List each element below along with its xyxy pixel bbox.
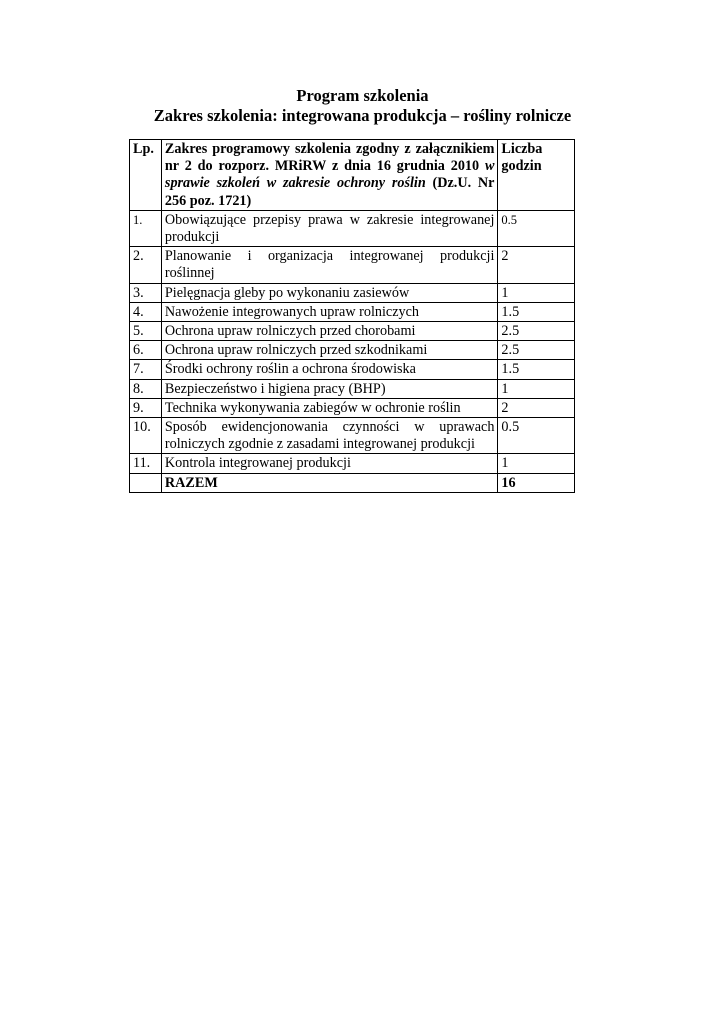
row-scope: Technika wykonywania zabiegów w ochronie roślin bbox=[161, 398, 498, 417]
row-hours: 2 bbox=[498, 398, 575, 417]
row-hours: 0.5 bbox=[498, 210, 575, 246]
table-row bbox=[130, 418, 575, 454]
total-lp bbox=[130, 473, 162, 492]
document-subtitle: Zakres szkolenia: integrowana produkcja – rośliny rolnicze bbox=[153, 106, 572, 125]
table-row bbox=[130, 210, 575, 246]
total-row bbox=[130, 473, 575, 492]
table-row bbox=[130, 322, 575, 341]
row-hours: 2.5 bbox=[498, 341, 575, 360]
title-block bbox=[0, 86, 725, 126]
header-scope bbox=[161, 140, 498, 211]
row-scope: Ochrona upraw rolniczych przed szkodnikami bbox=[161, 341, 498, 360]
table-row bbox=[130, 283, 575, 302]
table-row bbox=[130, 454, 575, 473]
row-scope: Kontrola integrowanej produkcji bbox=[161, 454, 498, 473]
row-lp: 9. bbox=[130, 398, 162, 417]
row-lp: 5. bbox=[130, 322, 162, 341]
row-lp: 1. bbox=[130, 210, 162, 246]
row-scope: Ochrona upraw rolniczych przed chorobami bbox=[161, 322, 498, 341]
training-program-table bbox=[129, 139, 575, 493]
row-lp: 7. bbox=[130, 360, 162, 379]
row-hours: 0.5 bbox=[498, 418, 575, 454]
table-row bbox=[130, 247, 575, 283]
document-title: Program szkolenia bbox=[296, 86, 429, 105]
header-lp: Lp. bbox=[130, 140, 162, 211]
table-row bbox=[130, 302, 575, 321]
row-scope: Bezpieczeństwo i higiena pracy (BHP) bbox=[161, 379, 498, 398]
row-hours: 1 bbox=[498, 283, 575, 302]
row-scope: Obowiązujące przepisy prawa w zakresie integrowanej produkcji bbox=[161, 210, 498, 246]
row-lp: 3. bbox=[130, 283, 162, 302]
table-header-row bbox=[130, 140, 575, 211]
table-row bbox=[130, 379, 575, 398]
row-hours: 1.5 bbox=[498, 360, 575, 379]
total-label: RAZEM bbox=[161, 473, 498, 492]
table-row bbox=[130, 360, 575, 379]
row-hours: 1.5 bbox=[498, 302, 575, 321]
header-scope-tail: (Dz.U. Nr 256 poz. 1721) bbox=[164, 175, 495, 209]
row-scope: Środki ochrony roślin a ochrona środowiska bbox=[161, 360, 498, 379]
header-hours: Liczba godzin bbox=[498, 140, 575, 211]
row-lp: 2. bbox=[130, 247, 162, 283]
total-hours: 16 bbox=[498, 473, 575, 492]
row-scope: Nawożenie integrowanych upraw rolniczych bbox=[161, 302, 498, 321]
row-hours: 1 bbox=[498, 454, 575, 473]
table-row bbox=[130, 341, 575, 360]
row-lp: 6. bbox=[130, 341, 162, 360]
header-scope-lead: Zakres programowy szkolenia zgodny z załącznikiem nr 2 do rozporz. MRiRW z dnia 16 grudnia 2010 bbox=[164, 141, 495, 175]
row-scope: Planowanie i organizacja integrowanej produkcji roślinnej bbox=[161, 247, 498, 283]
row-hours: 2.5 bbox=[498, 322, 575, 341]
row-scope: Sposób ewidencjonowania czynności w uprawach rolniczych zgodnie z zasadami integrowanej produkcji bbox=[161, 418, 498, 454]
row-lp: 11. bbox=[130, 454, 162, 473]
table-row bbox=[130, 398, 575, 417]
row-hours: 2 bbox=[498, 247, 575, 283]
row-hours: 1 bbox=[498, 379, 575, 398]
row-scope: Pielęgnacja gleby po wykonaniu zasiewów bbox=[161, 283, 498, 302]
header-scope-italic: w sprawie szkoleń w zakresie ochrony roślin bbox=[164, 158, 495, 192]
row-lp: 4. bbox=[130, 302, 162, 321]
row-lp: 10. bbox=[130, 418, 162, 454]
row-lp: 8. bbox=[130, 379, 162, 398]
